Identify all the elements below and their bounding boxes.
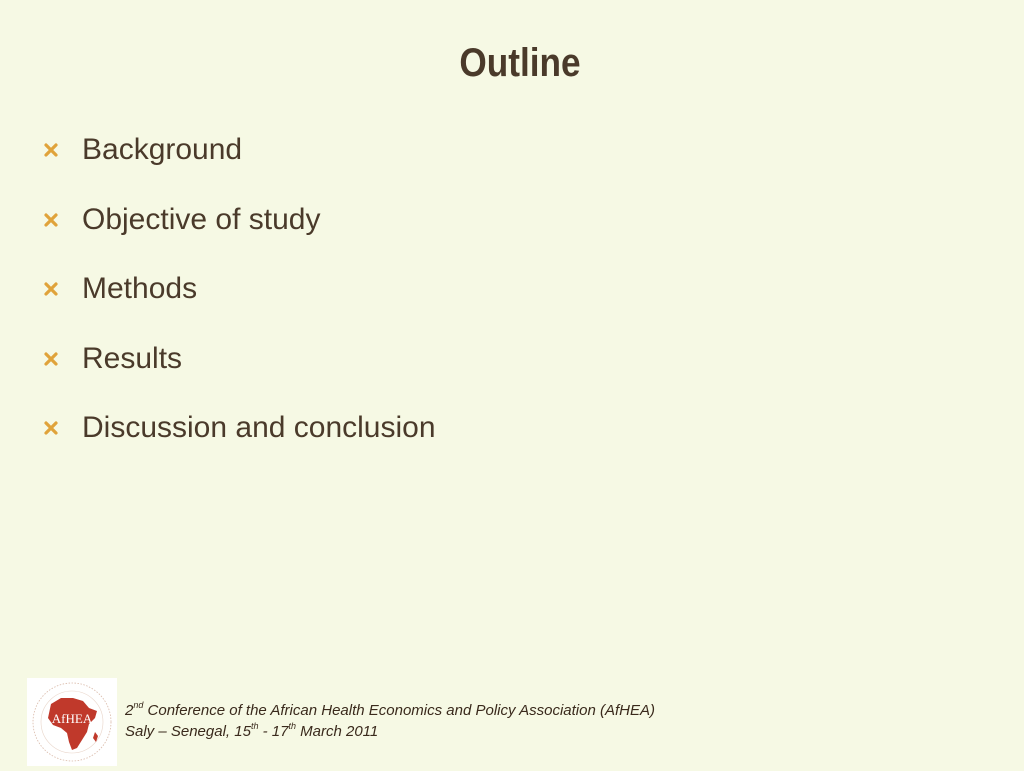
footer-conference-text [125,700,655,742]
x-mark-icon [44,267,82,311]
bullet-label: Results [82,341,183,375]
bullet-item [44,128,436,198]
x-mark-icon [44,128,82,172]
footer-line2-mid: - 17 [258,723,289,740]
footer-line-1 [125,700,655,721]
x-mark-icon [44,406,82,450]
bullet-item [44,337,436,407]
slide-title: Outline [459,41,581,85]
africa-map-icon [27,678,117,766]
afhea-logo [27,678,117,766]
x-mark-icon [44,337,82,381]
bullet-label: Discussion and conclusion [82,411,436,444]
footer-line1-num: 2 [125,702,134,719]
footer-line2-sup2: th [288,721,296,731]
footer-line2-suffix: March 2011 [295,723,379,740]
footer-line2-sup1: th [250,721,259,731]
bullet-item [44,267,436,337]
logo-text: AfHEA [51,711,93,726]
bullet-item [44,198,436,268]
bullet-label: Objective of study [82,202,321,236]
bullet-list [44,128,436,476]
footer-line-2 [125,721,655,742]
bullet-label: Methods [82,272,198,305]
footer-line2-prefix: Saly – Senegal, 15 [125,723,251,740]
bullet-item [44,406,436,476]
footer-line1-sup: nd [133,700,144,710]
footer-line1-rest: Conference of the African Health Economics and Policy Association (AfHEA) [143,702,655,719]
x-mark-icon [44,198,82,242]
bullet-label: Background [82,133,243,166]
